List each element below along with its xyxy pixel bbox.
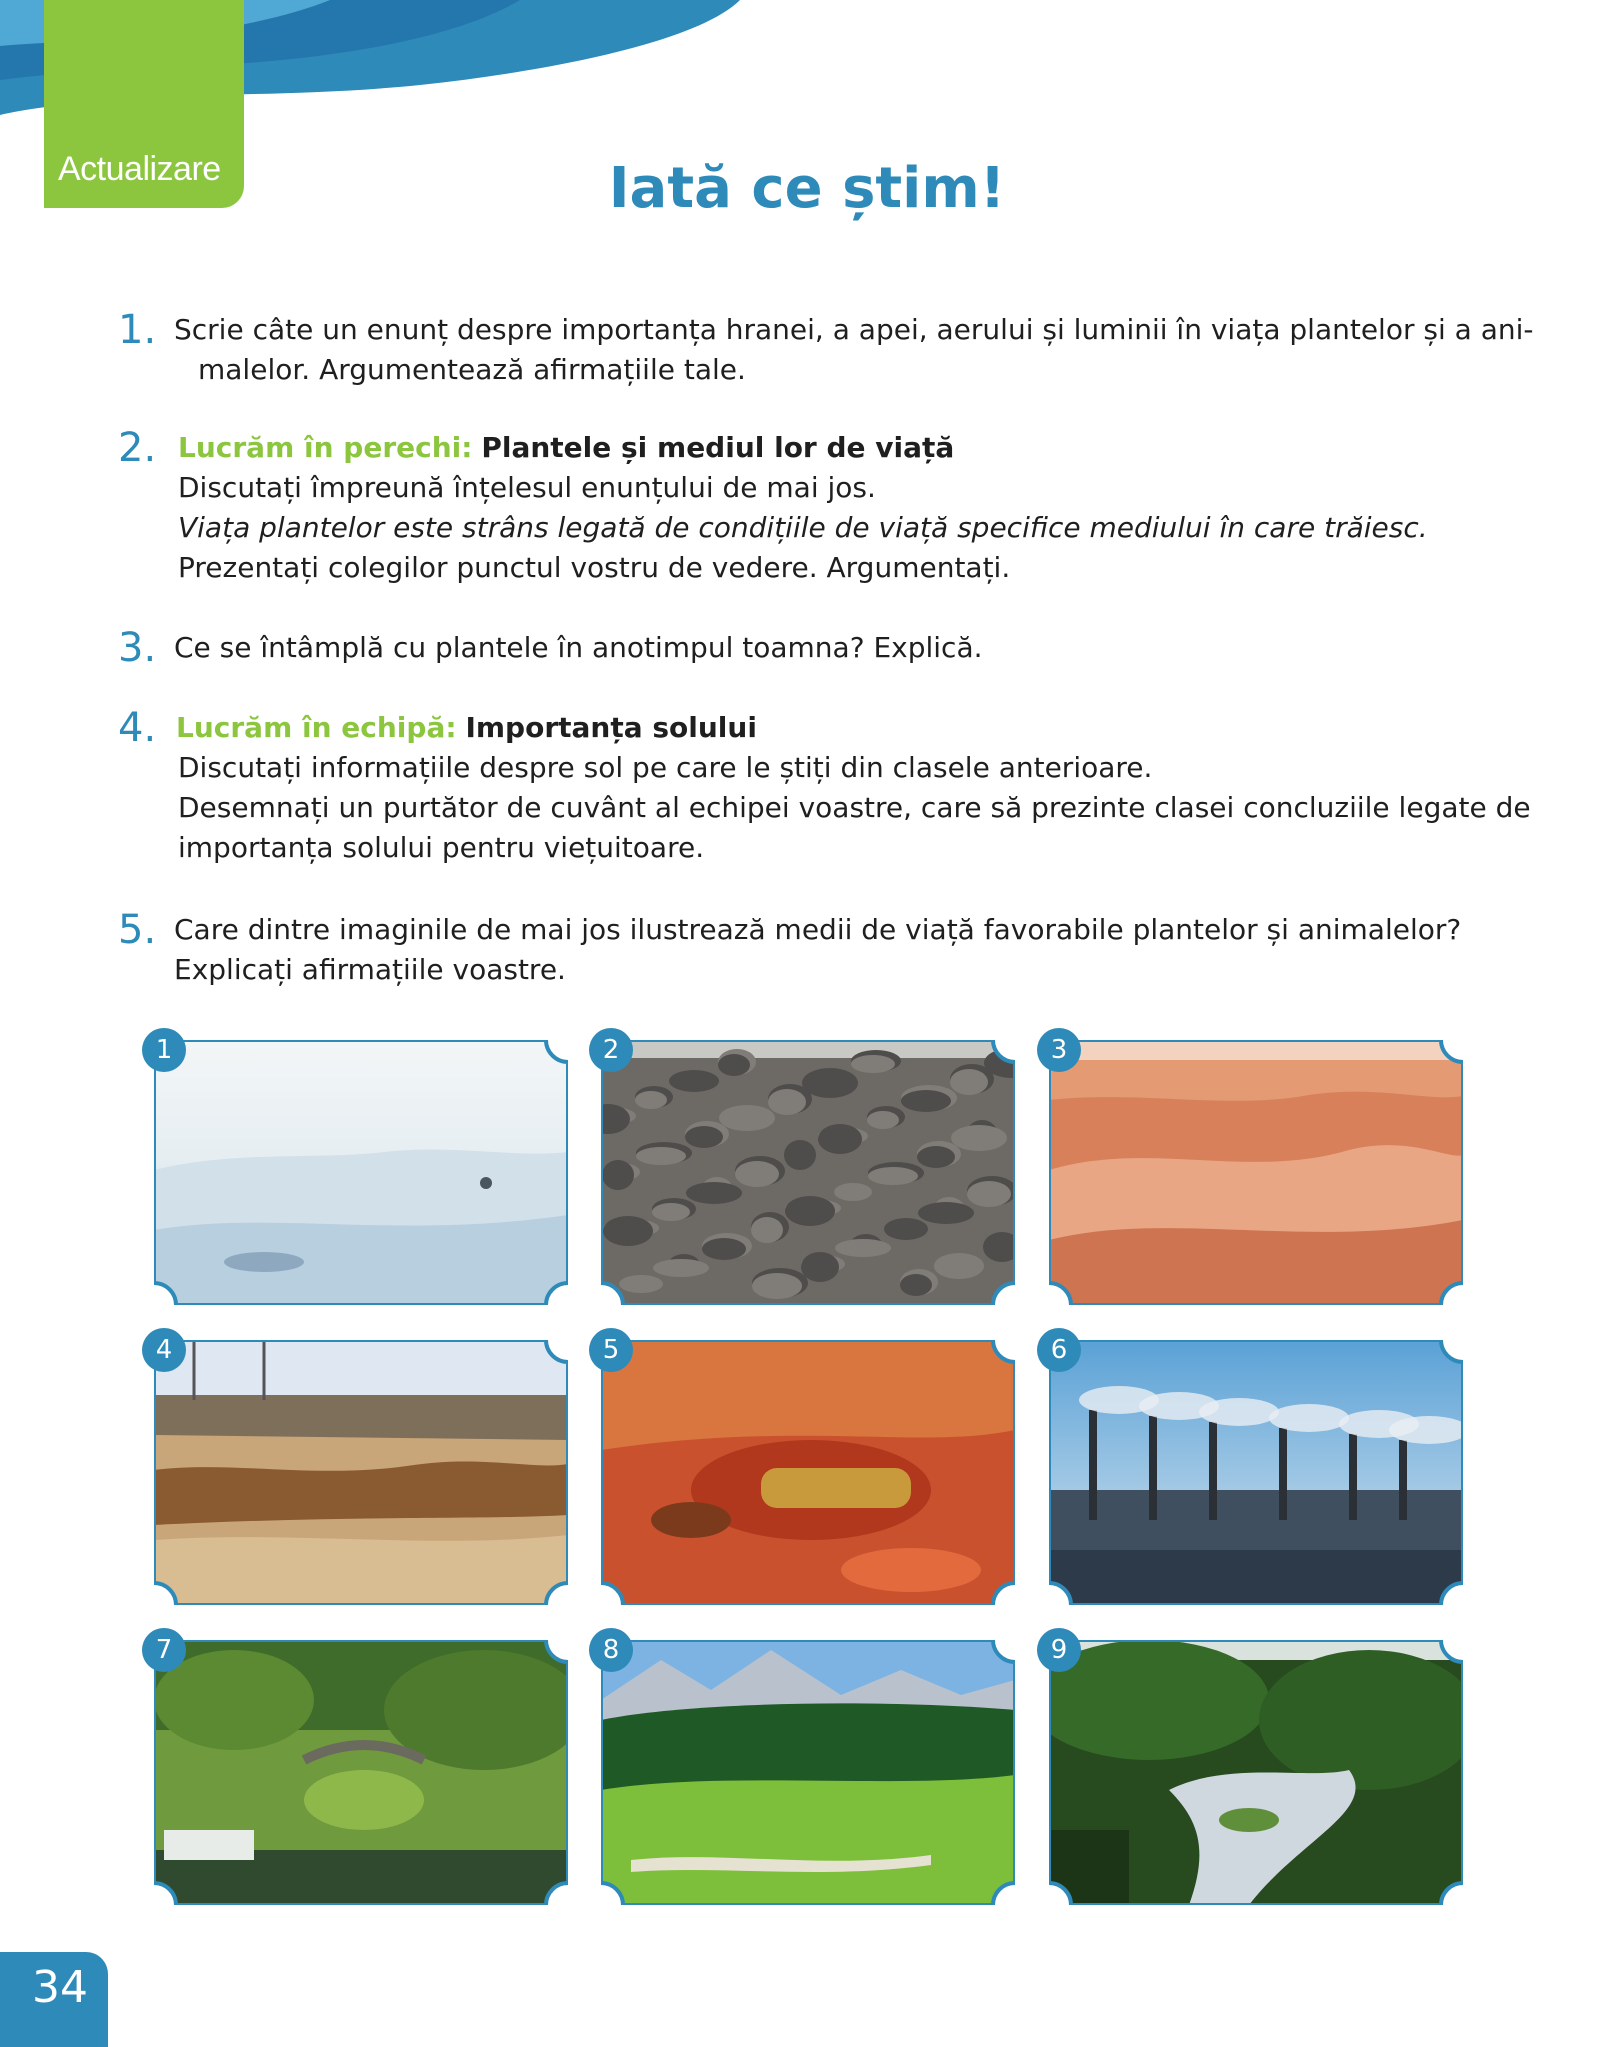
photo-number-badge: 2 (589, 1028, 633, 1072)
page-title: Iată ce știm! (608, 156, 1006, 221)
quoted-statement: Viața plantelor este strâns legată de condițiile de viață specifice mediului în care trăiesc. (178, 511, 1428, 544)
photo-7 (154, 1635, 568, 1905)
question-number: 2. (118, 425, 157, 471)
photo-number-badge: 9 (1037, 1628, 1081, 1672)
question-text: Discutați împreună înțelesul enunțului de mai jos. (178, 471, 876, 504)
photo-2 (601, 1035, 1015, 1305)
question-text: malelor. Argumentează afirmațiile tale. (198, 353, 746, 386)
question-text: Prezentați colegilor punctul vostru de vedere. Argumentați. (178, 551, 1011, 584)
photo-number-badge: 3 (1037, 1028, 1081, 1072)
activity-label: Lucrăm în echipă: (176, 711, 457, 744)
photo-number-badge: 7 (142, 1628, 186, 1672)
photo-5 (601, 1335, 1015, 1605)
photo-number-badge: 4 (142, 1328, 186, 1372)
question-text: Explicați afirmațiile voastre. (174, 953, 566, 986)
question-number: 5. (118, 907, 157, 953)
section-tab-label: Actualizare (58, 150, 221, 188)
page-number: 34 (32, 1962, 88, 2013)
question-number: 1. (118, 307, 157, 353)
question-text: Ce se întâmplă cu plantele în anotimpul toamna? Explică. (174, 631, 983, 664)
photo-number-badge: 6 (1037, 1328, 1081, 1372)
activity-label: Lucrăm în perechi: (178, 431, 473, 464)
photo-number-badge: 1 (142, 1028, 186, 1072)
photo-8 (601, 1635, 1015, 1905)
photo-3 (1049, 1035, 1463, 1305)
activity-heading: Plantele și mediul lor de viață (481, 431, 955, 464)
question-number: 3. (118, 625, 157, 671)
photo-9 (1049, 1635, 1463, 1905)
question-text: Care dintre imaginile de mai jos ilustrează medii de viață favorabile plantelor și animalelor? (174, 913, 1462, 946)
activity-heading: Importanța solului (465, 711, 757, 744)
photo-4 (154, 1335, 568, 1605)
photo-number-badge: 8 (589, 1628, 633, 1672)
photo-6 (1049, 1335, 1463, 1605)
question-text: Desemnați un purtător de cuvânt al echipei voastre, care să prezinte clasei concluziile legate de (178, 791, 1531, 824)
question-text: Discutați informațiile despre sol pe care le știți din clasele anterioare. (178, 751, 1153, 784)
photo-number-badge: 5 (589, 1328, 633, 1372)
question-text: importanța solului pentru viețuitoare. (178, 831, 705, 864)
question-text: Scrie câte un enunț despre importanța hranei, a apei, aerului și luminii în viața plantelor și a ani- (174, 313, 1534, 346)
question-number: 4. (118, 705, 157, 751)
photo-1 (154, 1035, 568, 1305)
